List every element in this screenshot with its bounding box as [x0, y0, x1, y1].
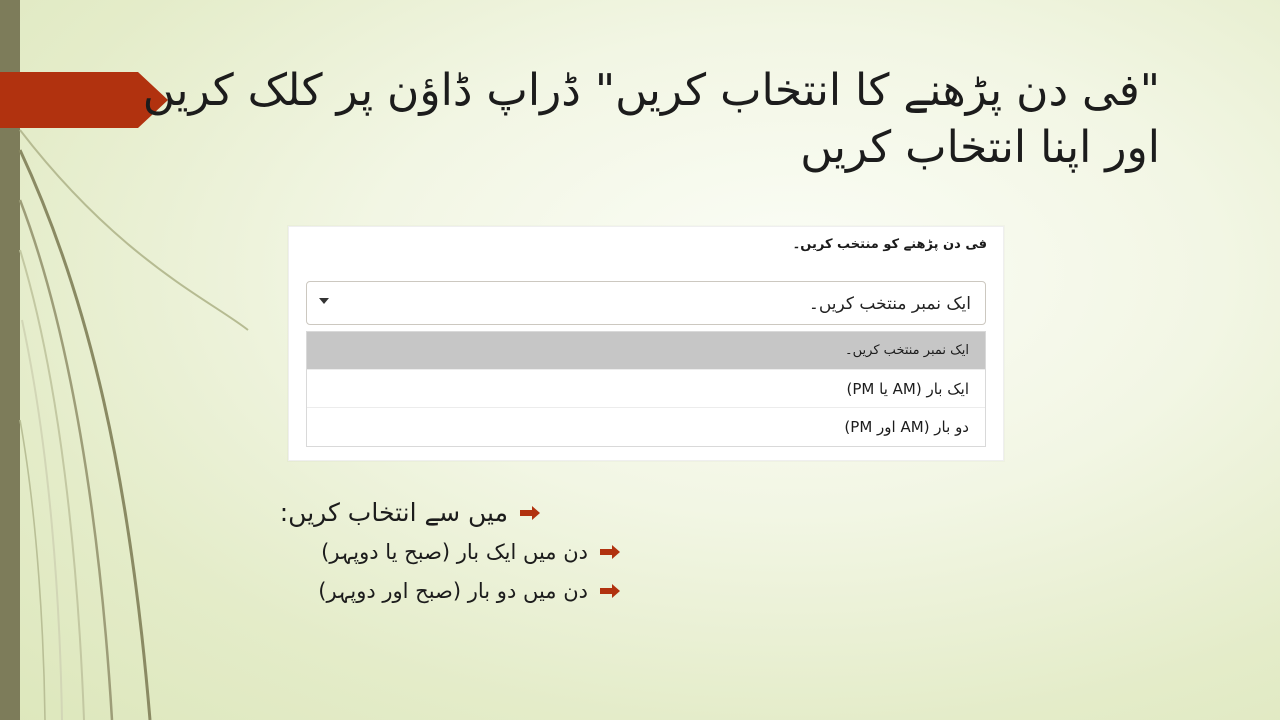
dropdown-option[interactable]: ایک نمبر منتخب کریں۔	[307, 332, 985, 370]
bullet-marker-icon	[520, 506, 540, 520]
field-label: فی دن پڑھنے کو منتخب کریں۔	[792, 237, 987, 252]
reading-per-day-select[interactable]	[306, 281, 986, 325]
dropdown-options-list[interactable]	[306, 331, 986, 447]
bullet-level2-text: دن میں دو بار (صبح اور دوپہر)	[318, 579, 588, 603]
bullet-level1-text: میں سے انتخاب کریں:	[279, 498, 508, 527]
select-value: ایک نمبر منتخب کریں۔	[808, 294, 971, 314]
bullet-level1	[280, 498, 540, 527]
dropdown-screenshot-card	[288, 226, 1004, 461]
bullet-level2	[318, 579, 620, 603]
bullet-marker-icon	[600, 545, 620, 559]
chevron-down-icon	[319, 298, 329, 304]
bullet-level2	[321, 540, 620, 564]
bullet-marker-icon	[600, 584, 620, 598]
dropdown-option[interactable]: دو بار (AM اور PM)	[844, 418, 969, 436]
dropdown-option[interactable]: ایک بار (AM یا PM)	[307, 370, 985, 408]
bullet-level2-text: دن میں ایک بار (صبح یا دوپہر)	[321, 540, 588, 564]
slide-title: "فی دن پڑھنے کا انتخاب کریں" ڈراپ ڈاؤن پر کلک کریں اور اپنا انتخاب کریں	[142, 65, 1160, 174]
